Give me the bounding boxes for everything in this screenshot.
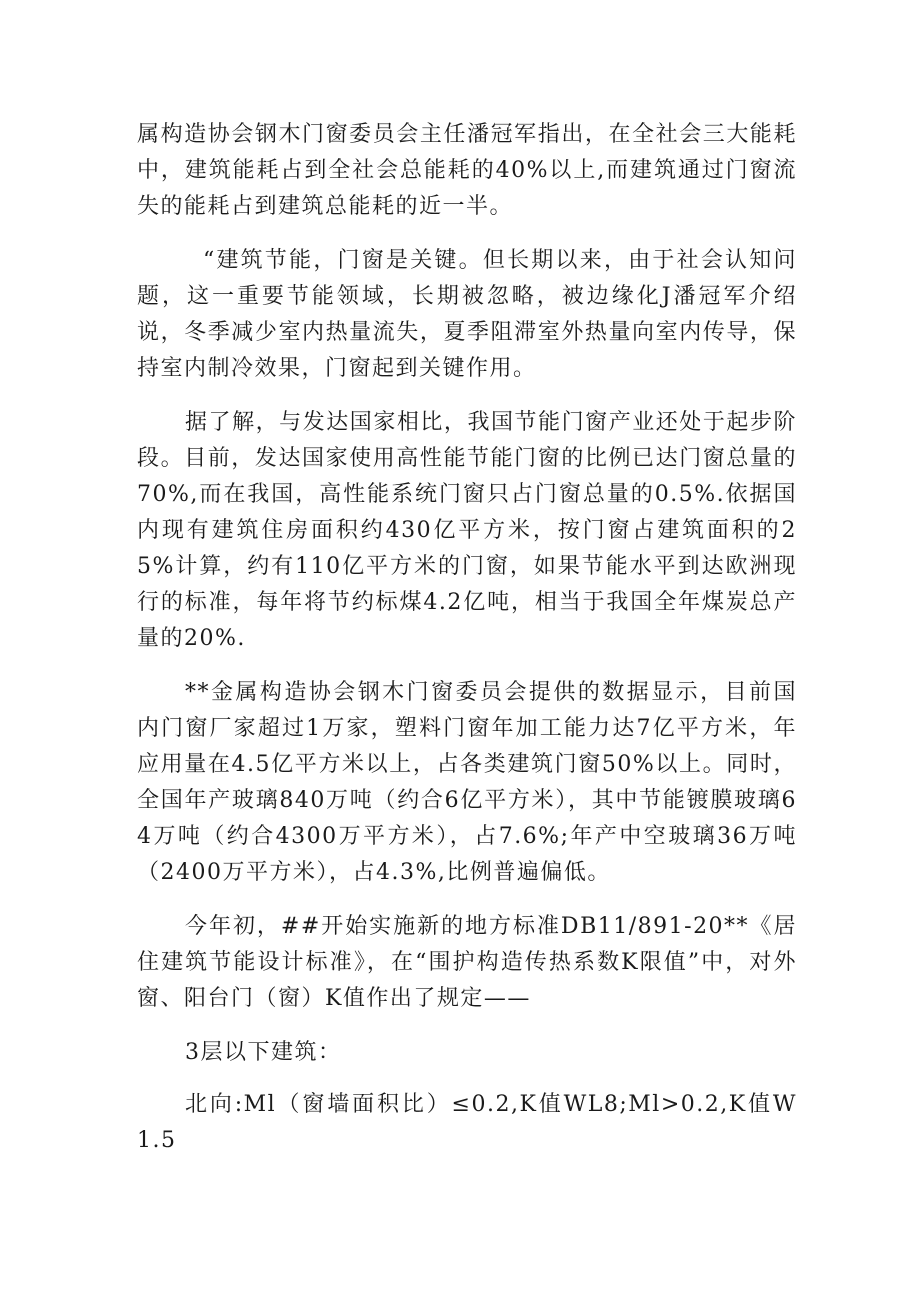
paragraph-industry-stage: 据了解，与发达国家相比，我国节能门窗产业还处于起步阶段。目前，发达国家使用高性能节能门窗的比例已达门窗总量的70%,而在我国，高性能系统门窗只占门窗总量的0.5%.依据国内现有建筑住房面积约430亿平方米，按门窗占建筑面积的25%计算，约有110亿平方米的门窗，如果节能水平到达欧洲现行的标准，每年将节约标煤4.2亿吨，相当于我国全年煤炭总产量的20%. [137,410,797,651]
paragraph-association-data: **金属构造协会钢木门窗委员会提供的数据显示，目前国内门窗厂家超过1万家，塑料门窗年加工能力达7亿平方米，年应用量在4.5亿平方米以上，占各类建筑门窗50%以上。同时，全国年产玻璃840万吨（约合6亿平方米），其中节能镀膜玻璃64万吨（约合4300万平方米），占7.6%;年产中空玻璃36万吨（2400万平方米），占4.3%,比例普遍偏低。 [137,680,797,885]
paragraph-energy-consumption: 属构造协会钢木门窗委员会主任潘冠军指出，在全社会三大能耗中，建筑能耗占到全社会总能耗的40%以上,而建筑通过门窗流失的能耗占到建筑总能耗的近一半。 [137,122,797,219]
paragraph-quote-window-key: “建筑节能，门窗是关键。但长期以来，由于社会认知问题，这一重要节能领域，长期被忽略，被边缘化J潘冠军介绍说，冬季减少室内热量流失，夏季阻滞室外热量向室内传导，保持室内制冷效果，门窗起到关键作用。 [137,248,797,381]
paragraph-buildings-below-3-floors: 3层以下建筑： [185,1040,342,1065]
document-body [137,117,797,1175]
paragraph-north-orientation: 北向:Ml（窗墙面积比）≤0.2,K值WL8;Ml>0.2,K值W1.5 [137,1092,797,1153]
paragraph-local-standard: 今年初，##开始实施新的地方标准DB11/891-20**《居住建筑节能设计标准》，在“围护构造传热系数K限值”中，对外窗、阳台门（窗）K值作出了规定—— [137,914,797,1011]
